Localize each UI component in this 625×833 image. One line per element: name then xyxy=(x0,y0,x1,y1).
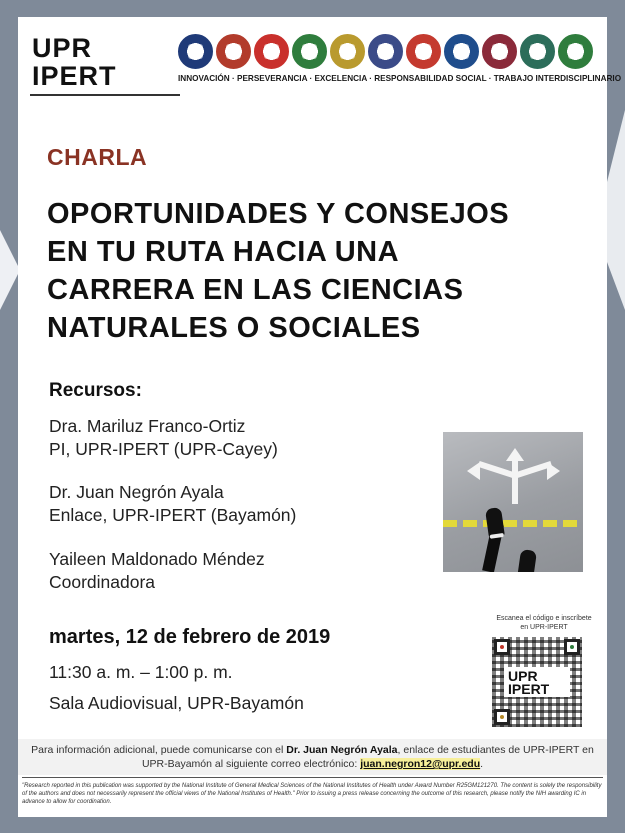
qr-finder-bottom-left xyxy=(494,709,510,725)
speaker-name: Dra. Mariluz Franco-Ortiz xyxy=(49,416,246,436)
contact-email-suffix: . xyxy=(480,758,484,770)
university-seals-row xyxy=(178,32,608,70)
contact-text-before: Para información adicional, puede comunicarse con el xyxy=(31,744,284,756)
speaker-role: Enlace, UPR-IPERT (Bayamón) xyxy=(49,505,297,525)
qr-logo-upr: UPR xyxy=(508,668,538,684)
qr-finder-top-left xyxy=(494,639,510,655)
speaker-2 xyxy=(49,481,296,527)
university-seal-icon xyxy=(482,34,517,69)
speaker-role: Coordinadora xyxy=(49,572,156,592)
university-seal-icon xyxy=(558,34,593,69)
event-location: Sala Audiovisual, UPR-Bayamón xyxy=(49,693,304,713)
contact-text-after: , enlace de estudiantes de UPR-IPERT en UPR-Bayamón al siguiente correo electrónico: xyxy=(141,744,594,770)
university-seal-icon xyxy=(216,34,251,69)
speaker-3 xyxy=(49,548,265,594)
title-line: CARRERA EN LAS CIENCIAS xyxy=(47,274,464,306)
footer-divider xyxy=(22,777,603,778)
university-seal-icon xyxy=(292,34,327,69)
university-seal-icon xyxy=(178,34,213,69)
institutional-values: INNOVACIÓN · PERSEVERANCIA · EXCELENCIA · RESPONSABILIDAD SOCIAL · TRABAJO INTERDISCIPLINARIO xyxy=(178,74,622,83)
sneaker-icon xyxy=(485,507,505,539)
speaker-name: Dr. Juan Negrón Ayala xyxy=(49,482,224,502)
contact-email-link[interactable]: juan.negron12@upr.edu xyxy=(360,758,481,770)
background-shape-left xyxy=(0,230,20,310)
registration-qr-code[interactable] xyxy=(492,637,582,727)
resources-heading: Recursos: xyxy=(49,380,142,401)
event-date: martes, 12 de febrero de 2019 xyxy=(49,626,331,648)
crossroads-arrows-photo xyxy=(443,432,583,572)
nih-disclaimer: "Research reported in this publication was supported by the National Institute of General Medical Sciences of the National Institutes of Health under Award Number R25GM121270. The content is solely the responsibility of the authors and does not necessarily represent the official views of the National Institutes of Health." Prior to issuing a press release concerning the outcome of this research, please notify the NIH awarding IC in advance to allow for coordination. xyxy=(22,783,602,805)
university-seal-icon xyxy=(330,34,365,69)
logo-underline xyxy=(30,94,180,96)
arrow-right-icon xyxy=(547,462,560,480)
title-line: NATURALES O SOCIALES xyxy=(47,312,421,344)
qr-finder-top-right xyxy=(564,639,580,655)
road-line xyxy=(443,520,583,527)
arrow-stem xyxy=(512,460,518,504)
sneaker-icon xyxy=(517,549,537,572)
title-line: EN TU RUTA HACIA UNA xyxy=(47,236,400,268)
upr-ipert-logo xyxy=(30,35,180,95)
university-seal-icon xyxy=(368,34,403,69)
arrow-left-icon xyxy=(467,462,480,480)
university-seal-icon xyxy=(520,34,555,69)
arrow-left-shaft xyxy=(478,461,514,478)
arrow-up-icon xyxy=(506,448,524,461)
title-line: OPORTUNIDADES Y CONSEJOS xyxy=(47,198,510,230)
poster-header xyxy=(18,17,622,97)
contact-information xyxy=(18,739,607,775)
university-seal-icon xyxy=(406,34,441,69)
contact-name: Dr. Juan Negrón Ayala xyxy=(286,744,398,756)
event-title xyxy=(47,195,587,347)
logo-text-ipert: IPERT xyxy=(32,61,117,91)
logo-text-upr: UPR xyxy=(32,33,93,63)
speaker-1 xyxy=(49,415,278,461)
speaker-role: PI, UPR-IPERT (UPR-Cayey) xyxy=(49,439,278,459)
university-seal-icon xyxy=(444,34,479,69)
qr-logo-ipert: IPERT xyxy=(508,681,550,697)
event-time: 11:30 a. m. – 1:00 p. m. xyxy=(49,662,233,682)
event-type-label: CHARLA xyxy=(47,144,148,170)
university-seal-icon xyxy=(254,34,289,69)
qr-caption: Escanea el código e inscríbete en UPR-IPERT xyxy=(496,615,592,631)
event-poster xyxy=(18,17,622,817)
speaker-name: Yaileen Maldonado Méndez xyxy=(49,549,265,569)
